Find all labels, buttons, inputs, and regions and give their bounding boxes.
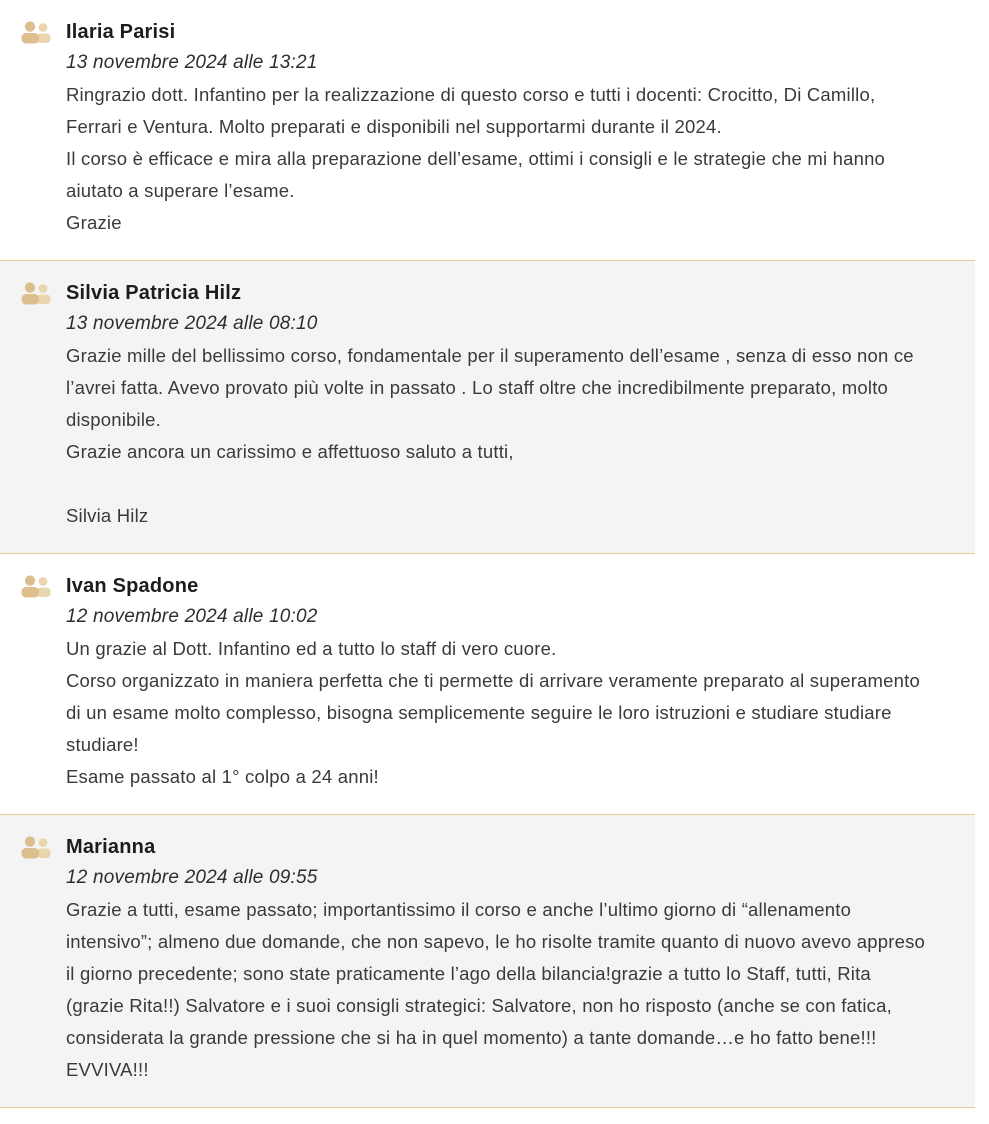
users-icon: [20, 575, 52, 599]
comment-date: 13 novembre 2024 alle 13:21: [66, 52, 318, 73]
comment-paragraph: Il corso è efficace e mira alla preparazione dell’esame, ottimi i consigli e le strategie che mi hanno aiutato a superare l’esame.: [66, 148, 886, 201]
comment-paragraph: Grazie: [66, 212, 122, 233]
users-icon: [20, 282, 52, 306]
users-icon: [20, 836, 52, 860]
users-icon: [20, 21, 52, 45]
comment: [0, 814, 975, 1108]
comment-author: Ivan Spadone: [66, 575, 199, 597]
comment-paragraph: Silvia Hilz: [66, 505, 149, 526]
comment: [0, 260, 975, 553]
comment: [0, 0, 975, 260]
comment: [0, 553, 975, 814]
comment-paragraph: Grazie ancora un carissimo e affettuoso saluto a tutti,: [66, 441, 514, 462]
comment-paragraph: Un grazie al Dott. Infantino ed a tutto lo staff di vero cuore.: [66, 638, 557, 659]
comment-author: Marianna: [66, 836, 156, 858]
comment-paragraph: Ringrazio dott. Infantino per la realizzazione di questo corso e tutti i docenti: Crocitto, Di Camillo, Ferrari e Ventura. Molto preparati e disponibili nel supportarmi durante il 2024.: [66, 84, 876, 137]
comment-author: Silvia Patricia Hilz: [66, 282, 242, 304]
comment-paragraph: Corso organizzato in maniera perfetta che ti permette di arrivare veramente preparato al superamento di un esame molto complesso, bisogna semplicemente seguire le loro istruzioni e studiare studiare studiare!: [66, 670, 920, 755]
comment-date: 12 novembre 2024 alle 10:02: [66, 606, 318, 627]
comment-author: Ilaria Parisi: [66, 21, 176, 43]
comment-paragraph: Esame passato al 1° colpo a 24 anni!: [66, 766, 379, 787]
comment-date: 12 novembre 2024 alle 09:55: [66, 867, 318, 888]
comment-paragraph: Grazie mille del bellissimo corso, fondamentale per il superamento dell’esame , senza di esso non ce l’avrei fatta. Avevo provato più volte in passato . Lo staff oltre che incredibilmente preparato, molto disponibile.: [66, 345, 914, 430]
comment-date: 13 novembre 2024 alle 08:10: [66, 313, 318, 334]
comment-paragraph: [66, 468, 927, 500]
comment-paragraph: Grazie a tutti, esame passato; importantissimo il corso e anche l’ultimo giorno di “allenamento intensivo”; almeno due domande, che non sapevo, le ho risolte tramite quanto di nuovo avevo appreso il giorno precedente; sono state praticamente l’ago della bilancia!grazie a tutto lo Staff, tutti, Rita (grazie Rita!!) Salvatore e i suoi consigli strategici: Salvatore, non ho risposto (anche se con fatica, considerata la grande pressione che si ha in quel momento) a tante domande…e ho fatto bene!!! EVVIVA!!!: [66, 899, 926, 1080]
